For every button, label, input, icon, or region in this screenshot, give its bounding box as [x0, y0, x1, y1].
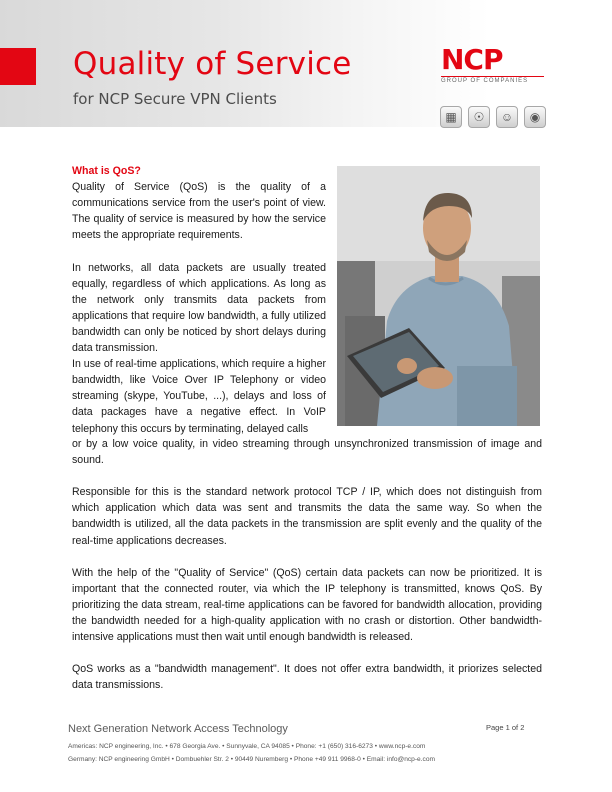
icon-strip	[440, 106, 546, 128]
globe-icon: ◉	[524, 106, 546, 128]
footer-tagline: Next Generation Network Access Technology	[68, 723, 288, 735]
logo-text: NCP	[441, 43, 503, 76]
page-title: Quality of Service	[73, 46, 352, 82]
ncp-logo	[441, 43, 544, 88]
intro-continuation: or by a low voice quality, in video streaming through unsynchronized transmission of image and sound.	[72, 438, 542, 467]
user-icon: ☺	[496, 106, 518, 128]
red-accent-block	[0, 48, 36, 85]
logo-tagline: GROUP OF COMPANIES	[441, 76, 544, 85]
intro-paragraph: In networks, all data packets are usually treated equally, regardless of which applications. As long as the network only transmits data packets from applications that require low bandwidth, a fully utilized bandwidth can only be noticed by short delays during data transmission.	[72, 261, 326, 355]
intro-paragraph: Quality of Service (QoS) is the quality of a communications service from the user's point of view. The quality of service is measured by how the service meets the appropriate requirements.	[72, 181, 326, 242]
address-germany: Germany: NCP engineering GmbH • Dombuehler Str. 2 • 90449 Nuremberg • Phone +49 911 9968-0 • Email: info@ncp-e.com	[68, 756, 435, 763]
body-paragraph: With the help of the "Quality of Service" (QoS) certain data packets can now be prioritized. It is important that the connected router, via which the IP telephony is transmitted, knows QoS. By prioritizing the data stream, real-time applications can be favored for bandwidth allocation, providing the bandwidth needed for a high-quality application with no crash or distortion. Other bandwidth-intensive applications must then wait until enough bandwidth is released.	[72, 566, 542, 644]
section-heading: What is QoS?	[72, 165, 141, 177]
man-with-tablet-photo	[337, 166, 540, 426]
security-icon: ☉	[468, 106, 490, 128]
intro-paragraph: In use of real-time applications, which require a higher bandwidth, like Voice Over IP Telephony or video streaming (skype, YouTube, ...), delays and loss of data packages have a negative effect. In VoIP telephony this occurs by terminating, delayed calls	[72, 358, 326, 435]
body-paragraph: Responsible for this is the standard network protocol TCP / IP, which does not distinguish from which application which data was sent and transmits the data the same way. So when the bandwidth is utilized, all the data packets in the transmission are split evenly and the quality of the real-time applications decreases.	[72, 486, 542, 547]
body-paragraph: QoS works as a "bandwidth management". It does not offer extra bandwidth, it priorizes selected data transmissions.	[72, 663, 542, 692]
body-text	[72, 436, 542, 694]
intro-column	[72, 163, 326, 437]
page-number: Page 1 of 2	[486, 723, 525, 732]
enterprise-icon: ▦	[440, 106, 462, 128]
page-subtitle: for NCP Secure VPN Clients	[73, 90, 277, 108]
address-americas: Americas: NCP engineering, Inc. • 678 Georgia Ave. • Sunnyvale, CA 94085 • Phone: +1 (650) 316-6273 • www.ncp-e.com	[68, 743, 426, 750]
